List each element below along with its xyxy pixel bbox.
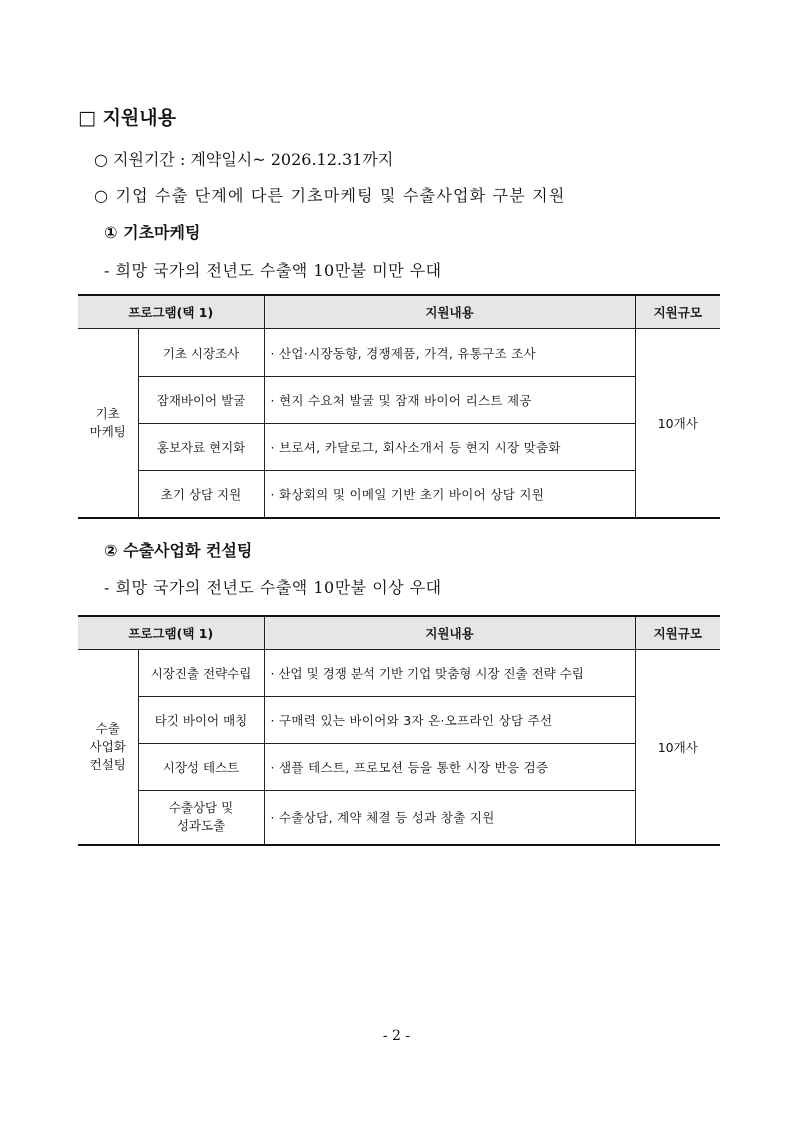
header-content: 지원내용 (264, 295, 635, 329)
content-cell: · 현지 수요처 발굴 및 잠재 바이어 리스트 제공 (264, 377, 635, 424)
basic-marketing-table (78, 294, 720, 519)
part2-title: ② 수출사업화 컨설팅 (104, 541, 253, 560)
bullet-period: ○ 지원기간 : 계약일시~ 2026.12.31까지 (94, 150, 394, 169)
content-cell: · 산업·시장동향, 경쟁제품, 가격, 유통구조 조사 (264, 329, 635, 377)
table-row (78, 377, 720, 424)
table-row (78, 650, 720, 697)
part1-title: ① 기초마케팅 (104, 223, 201, 242)
content-cell: · 산업 및 경쟁 분석 기반 기업 맞춤형 시장 진출 전략 수립 (264, 650, 635, 697)
table-row (78, 697, 720, 744)
page-number: - 2 - (382, 1028, 411, 1044)
program-cell: 수출상담 및 성과도출 (138, 791, 264, 845)
table-row (78, 471, 720, 518)
header-content: 지원내용 (264, 616, 635, 650)
category-label: 기초 마케팅 (89, 405, 126, 439)
scale-cell: 10개사 (635, 329, 720, 518)
table-row (78, 424, 720, 471)
header-program: 프로그램(택 1) (78, 616, 264, 650)
table-header-row (78, 616, 720, 650)
section-title: □ 지원내용 (78, 107, 176, 129)
table-row (78, 329, 720, 377)
category-cell (78, 650, 138, 845)
program-cell: 시장성 테스트 (138, 744, 264, 791)
export-consulting-table (78, 615, 720, 846)
table-header-row (78, 295, 720, 329)
table-row (78, 791, 720, 845)
bullet-scope: ○ 기업 수출 단계에 다른 기초마케팅 및 수출사업화 구분 지원 (94, 186, 566, 205)
content-cell: · 브로셔, 카달로그, 회사소개서 등 현지 시장 맞춤화 (264, 424, 635, 471)
program-cell: 타깃 바이어 매칭 (138, 697, 264, 744)
header-scale: 지원규모 (635, 295, 720, 329)
content-cell: · 구매력 있는 바이어와 3자 온·오프라인 상담 주선 (264, 697, 635, 744)
program-cell: 홍보자료 현지화 (138, 424, 264, 471)
table-row (78, 744, 720, 791)
category-cell (78, 329, 138, 518)
program-cell: 초기 상담 지원 (138, 471, 264, 518)
header-program: 프로그램(택 1) (78, 295, 264, 329)
content-cell: · 샘플 테스트, 프로모션 등을 통한 시장 반응 검증 (264, 744, 635, 791)
program-cell: 잠재바이어 발굴 (138, 377, 264, 424)
category-label: 수출 사업화 컨설팅 (89, 720, 126, 772)
content-cell: · 수출상담, 계약 체결 등 성과 창출 지원 (264, 791, 635, 845)
program-cell: 기초 시장조사 (138, 329, 264, 377)
scale-cell: 10개사 (635, 650, 720, 845)
part2-note: - 희망 국가의 전년도 수출액 10만불 이상 우대 (104, 578, 442, 597)
program-cell: 시장진출 전략수립 (138, 650, 264, 697)
header-scale: 지원규모 (635, 616, 720, 650)
content-cell: · 화상회의 및 이메일 기반 초기 바이어 상담 지원 (264, 471, 635, 518)
part1-note: - 희망 국가의 전년도 수출액 10만불 미만 우대 (104, 261, 442, 280)
